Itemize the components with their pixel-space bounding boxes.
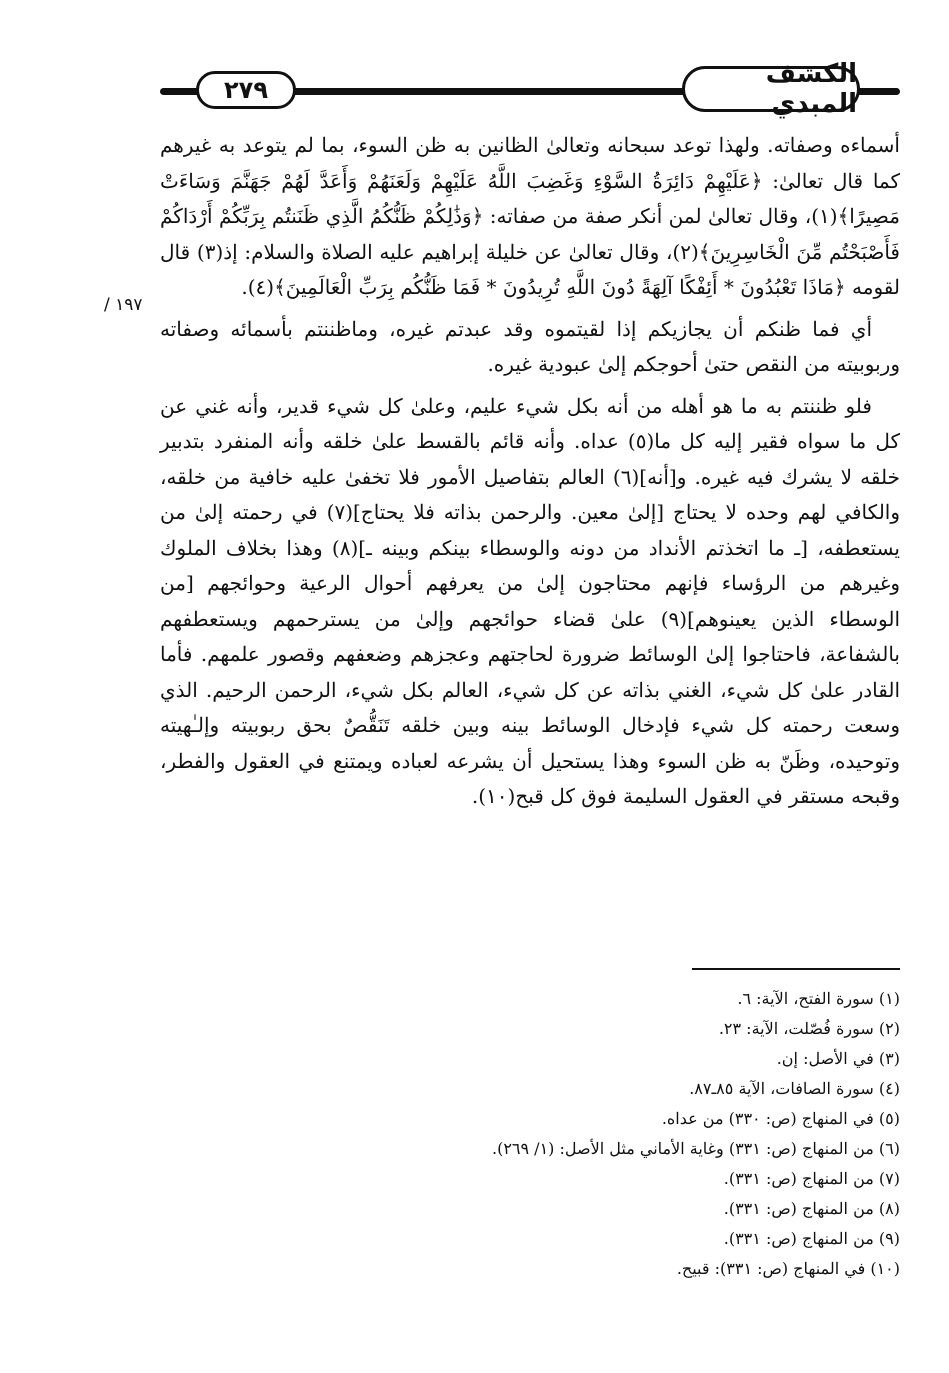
- footnote: (١٠) في المنهاج (ص: ٣٣١): قبيح.: [676, 1259, 900, 1278]
- footnote: (٩) من المنهاج (ص: ٣٣١).: [723, 1229, 900, 1248]
- footnote: (٤) سورة الصافات، الآية ٨٥ـ٨٧.: [689, 1079, 900, 1098]
- footnote: (٦) من المنهاج (ص: ٣٣١) وغاية الأماني مثل الأصل: (١/ ٢٦٩).: [491, 1139, 900, 1158]
- footnote: (٢) سورة فُصّلت، الآية: ٢٣.: [718, 1019, 900, 1038]
- footnote: (٣) في الأصل: إن.: [776, 1049, 900, 1068]
- footnote: (١) سورة الفتح، الآية: ٦.: [737, 989, 900, 1008]
- running-header: [160, 59, 900, 119]
- paragraph: أي فما ظنكم أن يجازيكم إذا لقيتموه وقد عبدتم غيره، وماظننتم بأسمائه وصفاته وربوبيته من النقص حتىٰ أحوجكم إلىٰ عبودية غيره.: [160, 316, 900, 376]
- paragraph: فلو ظننتم به ما هو أهله من أنه بكل شيء عليم، وعلىٰ كل شيء قدير، وأنه غني عن كل ما سواه فقير إليه كل ما(٥) عداه. وأنه قائم بالقسط علىٰ خلقه وأنه المنفرد بتدبير خلقه لا يشرك فيه غيره. و[أنه](٦) العالم بتفاصيل الأمور فلا تخفىٰ عليه خافية من خلقه، والكافي لهم وحده لا يحتاج [إلىٰ معين. والرحمن بذاته فلا يحتاج](٧) في رحمته إلىٰ من يستعطفه، [ـ ما اتخذتم الأنداد من دونه والوسطاء بينكم وبينه ـ](٨) وهذا بخلاف الملوك وغيرهم من الرؤساء فإنهم محتاجون إلىٰ من يعرفهم أحوال الرعية وحوائجهم [من الوسطاء الذين يعينوهم](٩) علىٰ قضاء حوائجهم وإلىٰ من يسترحمهم ويستعطفهم بالشفاعة، فاحتاجوا إلىٰ الوسائط ضرورة لحاجتهم وعجزهم وضعفهم وقصور علمهم. فأما القادر علىٰ كل شيء، الغني بذاته عن كل شيء، العالم بكل شيء، الرحمن الرحيم. الذي وسعت رحمته كل شيء فإدخال الوسائط بينه وبين خلقه تَنَقُّصٌ بحق ربوبيته وإلـٰهيته وتوحيده، وظَنّ به ظن السوء وهذا يستحيل أن يشرعه لعباده ويمتنع في العقول والفطر، وقبحه مستقر في العقول السليمة فوق كل قبح(١٠).: [160, 393, 901, 808]
- footnote: (٧) من المنهاج (ص: ٣٣١).: [723, 1169, 900, 1188]
- footnote: (٨) من المنهاج (ص: ٣٣١).: [723, 1199, 900, 1218]
- footnote-divider: [692, 968, 900, 970]
- paragraph: أسماءه وصفاته. ولهذا توعد سبحانه وتعالىٰ الظانين به ظن السوء، بما لم يتوعد به غيرهم كما قال تعالىٰ: ﴿عَلَيْهِمْ دَائِرَةُ السَّوْءِ وَغَضِبَ اللَّهُ عَلَيْهِمْ وَلَعَنَهُمْ وَأَعَدَّ لَهُمْ جَهَنَّمَ وَسَاءَتْ مَصِيرًا﴾(١)، وقال تعالىٰ لمن أنكر صفة من صفاته: ﴿وَذَٰلِكُمْ ظَنُّكُمُ الَّذِي ظَنَنتُم بِرَبِّكُمْ أَرْدَاكُمْ فَأَصْبَحْتُم مِّنَ الْخَاسِرِينَ﴾(٢)، وقال تعالىٰ عن خليلة إبراهيم عليه الصلاة والسلام: إذ(٣) قال لقومه ﴿مَاذَا تَعْبُدُونَ * أَئِفْكًا آلِهَةً دُونَ اللَّهِ تُرِيدُونَ * فَمَا ظَنُّكُم بِرَبِّ الْعَالَمِينَ﴾(٤).: [160, 133, 900, 299]
- main-text: [160, 128, 900, 815]
- book-title: الكشف المبدي: [682, 66, 860, 112]
- page-number: ٢٧٩: [196, 71, 296, 109]
- footnotes: [340, 984, 900, 1284]
- footnote: (٥) في المنهاج (ص: ٣٣٠) من عداه.: [661, 1109, 900, 1128]
- margin-page-reference: / ١٩٧: [104, 295, 143, 315]
